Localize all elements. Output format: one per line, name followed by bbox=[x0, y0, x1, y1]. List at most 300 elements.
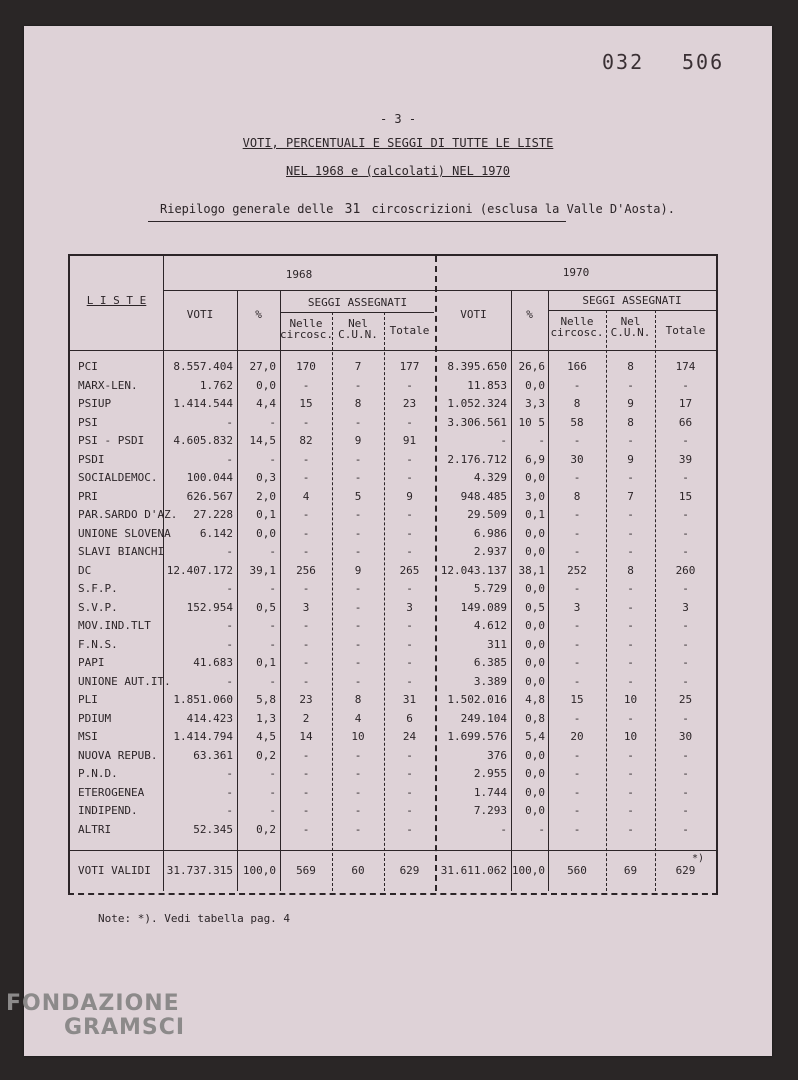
cell-nelle-1968: 256 bbox=[296, 563, 316, 577]
cell-pct-1968: 4,5 bbox=[256, 730, 276, 743]
cell-pct-1968: - bbox=[269, 619, 276, 632]
cell-tot-1970: - bbox=[682, 767, 689, 780]
pct-1968-header: % bbox=[255, 308, 262, 321]
cell-tot-1968: - bbox=[406, 656, 413, 669]
cell-lista: SLAVI BIANCHI bbox=[78, 545, 165, 558]
cell-voti-1970: 1.699.576 bbox=[447, 730, 507, 743]
cell-pct-1970: 0,0 bbox=[525, 674, 545, 688]
cell-tot-1968: - bbox=[406, 526, 413, 540]
pct-1970-header: % bbox=[526, 308, 533, 321]
cell-nelle-1968: 15 bbox=[299, 397, 313, 410]
subtitle bbox=[160, 202, 675, 217]
cell-voti-1970: 3.389 bbox=[473, 674, 507, 688]
cell-cun-1970: 8 bbox=[627, 415, 634, 429]
cell-pct-1968: - bbox=[269, 452, 276, 466]
cell-tot-1970: - bbox=[682, 526, 689, 540]
cell-cun-1968: - bbox=[354, 748, 362, 762]
cell-nelle-1970: 166 bbox=[567, 360, 587, 373]
cell-pct-1968: 14,5 bbox=[249, 434, 276, 447]
cell-nelle-1968: - bbox=[302, 415, 310, 429]
cell-cun-1968: 60 bbox=[351, 864, 365, 877]
cell-tot-1968: 629 bbox=[399, 864, 420, 877]
cell-voti-1968: 1.414.794 bbox=[173, 730, 233, 743]
cell-tot-1970: - bbox=[682, 508, 689, 521]
cell-pct-1968: 0,0 bbox=[256, 378, 276, 392]
cell-nelle-1970: - bbox=[573, 637, 581, 651]
cell-nelle-1968: 82 bbox=[299, 434, 313, 447]
cell-tot-1970: 66 bbox=[678, 415, 693, 429]
nel-1970-b: C.U.N. bbox=[610, 326, 651, 339]
cell-nelle-1970: - bbox=[573, 619, 581, 632]
cell-tot-1970: - bbox=[682, 656, 689, 669]
cell-nelle-1968: - bbox=[302, 508, 310, 521]
cell-lista: MOV.IND.TLT bbox=[78, 619, 151, 632]
cell-cun-1970: 10 bbox=[623, 730, 638, 743]
cell-cun-1968: 5 bbox=[354, 489, 362, 503]
cell-nelle-1968: - bbox=[302, 674, 310, 688]
cell-voti-1970: 8.395.650 bbox=[447, 360, 507, 373]
total-footnote-mark: *) bbox=[692, 853, 705, 864]
cell-nelle-1970: - bbox=[573, 711, 581, 725]
cell-nelle-1970: 15 bbox=[570, 693, 584, 706]
cell-voti-1970: 6.385 bbox=[473, 656, 507, 669]
cell-tot-1970: - bbox=[682, 545, 689, 558]
cell-pct-1970: 3,3 bbox=[525, 397, 545, 410]
title-line-2 bbox=[24, 164, 772, 178]
cell-lista: P.N.D. bbox=[78, 767, 118, 780]
cell-voti-1968: 31.737.315 bbox=[166, 864, 233, 877]
cell-pct-1968: 0,3 bbox=[256, 471, 276, 484]
cell-voti-1968: - bbox=[226, 804, 233, 817]
cell-voti-1968: 4.605.832 bbox=[173, 434, 233, 447]
cell-tot-1968: - bbox=[406, 767, 413, 780]
cell-voti-1968: 152.954 bbox=[186, 600, 233, 614]
cell-nelle-1968: 4 bbox=[302, 489, 310, 503]
cell-cun-1970: - bbox=[627, 619, 634, 632]
cell-nelle-1968: - bbox=[302, 785, 310, 799]
nelle-1970-a: Nelle bbox=[560, 315, 594, 328]
cell-nelle-1968: - bbox=[302, 582, 310, 595]
cell-cun-1968: - bbox=[354, 582, 362, 595]
subtitle-post: circoscrizioni (esclusa la Valle D'Aosta). bbox=[371, 202, 675, 216]
cell-nelle-1970: 58 bbox=[570, 415, 584, 429]
cell-cun-1968: - bbox=[354, 822, 362, 836]
cell-pct-1970: 0,1 bbox=[525, 508, 545, 521]
cell-pct-1968: 5,8 bbox=[256, 693, 276, 706]
cell-voti-1968: 27.228 bbox=[193, 508, 233, 521]
cell-pct-1970: 0,0 bbox=[525, 804, 545, 817]
cell-tot-1970: - bbox=[682, 804, 689, 817]
cell-nelle-1968: - bbox=[302, 545, 310, 558]
cell-cun-1970: 7 bbox=[627, 489, 634, 503]
cell-tot-1970: 17 bbox=[678, 397, 693, 410]
cell-cun-1970: - bbox=[627, 545, 634, 558]
cell-lista: PCI bbox=[78, 360, 98, 373]
cell-voti-1968: - bbox=[226, 545, 233, 558]
cell-tot-1968: - bbox=[406, 674, 413, 688]
cell-tot-1970: - bbox=[682, 637, 689, 651]
archive-stamp-right: 506 bbox=[682, 50, 725, 74]
cell-voti-1968: - bbox=[226, 619, 233, 632]
cell-nelle-1968: 170 bbox=[296, 360, 316, 373]
cell-voti-1970: 29.509 bbox=[467, 508, 507, 521]
cell-voti-1970: 3.306.561 bbox=[447, 415, 507, 429]
seggi-1970-header: SEGGI ASSEGNATI bbox=[582, 294, 682, 307]
cell-cun-1968: - bbox=[354, 637, 362, 651]
cell-voti-1968: - bbox=[226, 674, 233, 688]
cell-cun-1968: 8 bbox=[354, 397, 362, 410]
cell-cun-1968: - bbox=[354, 415, 362, 429]
results-table bbox=[68, 254, 718, 895]
cell-nelle-1968: - bbox=[302, 822, 310, 836]
cell-pct-1970: 38,1 bbox=[518, 563, 545, 577]
cell-voti-1968: - bbox=[226, 452, 233, 466]
cell-pct-1970: 6,9 bbox=[525, 452, 545, 466]
cell-pct-1970: 0,0 bbox=[525, 545, 545, 558]
cell-pct-1968: - bbox=[269, 767, 276, 780]
cell-pct-1968: 0,1 bbox=[256, 656, 276, 669]
cell-cun-1968: 4 bbox=[354, 711, 362, 725]
cell-pct-1968: 4,4 bbox=[256, 397, 276, 410]
cell-nelle-1968: - bbox=[302, 804, 310, 817]
cell-cun-1970: - bbox=[627, 674, 634, 688]
page-number: - 3 - bbox=[379, 112, 417, 126]
cell-pct-1970: - bbox=[538, 822, 545, 836]
cell-cun-1970: - bbox=[627, 711, 634, 725]
cell-nelle-1968: - bbox=[302, 656, 310, 669]
cell-pct-1970: 0,0 bbox=[525, 748, 545, 762]
cell-tot-1968: - bbox=[406, 471, 413, 484]
cell-voti-1970: 31.611.062 bbox=[440, 864, 507, 877]
cell-voti-1970: 311 bbox=[487, 637, 507, 651]
cell-lista: PLI bbox=[78, 693, 98, 706]
totale-1970-header: Totale bbox=[665, 324, 706, 337]
cell-lista: NUOVA REPUB. bbox=[78, 748, 158, 762]
cell-voti-1968: - bbox=[226, 767, 233, 780]
subtitle-number: 31 bbox=[344, 202, 361, 217]
header-divider bbox=[163, 290, 716, 291]
cell-tot-1970: - bbox=[682, 619, 689, 632]
cell-lista: PAPI bbox=[78, 656, 105, 669]
cell-nelle-1968: - bbox=[302, 526, 310, 540]
cell-voti-1970: 149.089 bbox=[460, 600, 507, 614]
cell-voti-1968: 63.361 bbox=[193, 748, 233, 762]
cell-pct-1968: 27,0 bbox=[249, 360, 276, 373]
cell-voti-1970: 1.052.324 bbox=[447, 397, 507, 410]
cell-tot-1970: 15 bbox=[678, 489, 693, 503]
cell-voti-1968: - bbox=[226, 415, 233, 429]
cell-nelle-1970: 20 bbox=[570, 730, 584, 743]
cell-cun-1970: - bbox=[627, 822, 634, 836]
cell-lista: VOTI VALIDI bbox=[78, 864, 151, 877]
title-line-2-text: NEL 1968 e (calcolati) NEL 1970 bbox=[286, 164, 510, 178]
cell-tot-1968: - bbox=[406, 508, 413, 521]
cell-nelle-1970: - bbox=[573, 378, 581, 392]
cell-voti-1968: - bbox=[226, 785, 233, 799]
cell-tot-1968: - bbox=[406, 748, 413, 762]
cell-nelle-1968: 3 bbox=[302, 600, 310, 614]
cell-cun-1970: 69 bbox=[623, 864, 638, 877]
watermark-line-2: GRAMSCI bbox=[64, 1015, 186, 1040]
cell-voti-1968: 8.557.404 bbox=[173, 360, 233, 373]
cell-cun-1970: - bbox=[627, 748, 634, 762]
cell-pct-1970: 3,0 bbox=[525, 489, 545, 503]
cell-lista: S.F.P. bbox=[78, 582, 118, 595]
cell-pct-1970: 0,0 bbox=[525, 637, 545, 651]
cell-cun-1970: - bbox=[627, 526, 634, 540]
cell-nelle-1968: - bbox=[302, 452, 310, 466]
cell-nelle-1968: - bbox=[302, 471, 310, 484]
title-line-1 bbox=[24, 136, 772, 150]
cell-lista: PAR.SARDO D'AZ. bbox=[78, 508, 178, 521]
cell-cun-1968: 7 bbox=[354, 360, 362, 373]
cell-nelle-1970: - bbox=[573, 674, 581, 688]
cell-pct-1970: 0,0 bbox=[525, 378, 545, 392]
cell-voti-1970: 1.502.016 bbox=[447, 693, 507, 706]
header-bottom-line bbox=[70, 350, 716, 351]
cell-tot-1970: 629 bbox=[675, 864, 696, 877]
cell-lista: PRI bbox=[78, 489, 98, 503]
cell-cun-1970: 10 bbox=[623, 693, 638, 706]
cell-lista: PSI bbox=[78, 415, 98, 429]
cell-cun-1968: - bbox=[354, 452, 362, 466]
seggi-divider-1970 bbox=[548, 310, 716, 311]
cell-cun-1968: - bbox=[354, 526, 362, 540]
watermark-line-1: FONDAZIONE bbox=[6, 991, 180, 1016]
cell-pct-1970: - bbox=[538, 434, 545, 447]
cell-pct-1968: 0,5 bbox=[256, 600, 276, 614]
cell-voti-1968: 100.044 bbox=[186, 471, 233, 484]
liste-header: L I S T E bbox=[86, 294, 147, 307]
cell-nelle-1970: - bbox=[573, 582, 581, 595]
cell-cun-1968: - bbox=[354, 471, 362, 484]
cell-pct-1970: 0,0 bbox=[525, 767, 545, 780]
cell-lista: SOCIALDEMOC. bbox=[78, 471, 158, 484]
cell-tot-1970: 30 bbox=[678, 730, 693, 743]
cell-tot-1968: - bbox=[406, 452, 413, 466]
cell-tot-1970: 39 bbox=[678, 452, 693, 466]
cell-tot-1970: - bbox=[682, 785, 689, 799]
cell-lista: INDIPEND. bbox=[78, 804, 138, 817]
cell-cun-1970: - bbox=[627, 637, 634, 651]
cell-tot-1970: - bbox=[682, 582, 689, 595]
cell-tot-1968: 24 bbox=[402, 730, 417, 743]
nelle-circosc-1968-header bbox=[280, 318, 332, 340]
cell-tot-1968: - bbox=[406, 619, 413, 632]
cell-voti-1970: 11.853 bbox=[467, 378, 507, 392]
cell-voti-1970: 7.293 bbox=[473, 804, 507, 817]
cell-lista: PSI - PSDI bbox=[78, 434, 145, 447]
cell-cun-1970: 8 bbox=[627, 563, 634, 577]
cell-cun-1968: - bbox=[354, 619, 362, 632]
cell-pct-1970: 0,0 bbox=[525, 656, 545, 669]
nel-cun-1970-header bbox=[606, 316, 655, 338]
cell-cun-1970: - bbox=[627, 767, 634, 780]
nel-1968-a: Nel bbox=[348, 317, 368, 330]
year-1968-header: 1968 bbox=[285, 268, 313, 281]
cell-voti-1970: 2.955 bbox=[473, 767, 507, 780]
cell-voti-1970: - bbox=[500, 822, 507, 836]
cell-lista: ALTRI bbox=[78, 822, 112, 836]
cell-pct-1968: 1,3 bbox=[256, 711, 276, 725]
cell-pct-1968: - bbox=[269, 545, 276, 558]
cell-cun-1968: - bbox=[354, 767, 362, 780]
cell-tot-1968: 265 bbox=[399, 563, 420, 577]
cell-tot-1968: - bbox=[406, 545, 413, 558]
cell-voti-1970: 376 bbox=[487, 748, 507, 762]
cell-cun-1970: - bbox=[627, 582, 634, 595]
cell-tot-1968: - bbox=[406, 804, 413, 817]
cell-voti-1970: - bbox=[500, 434, 507, 447]
cell-tot-1968: - bbox=[406, 415, 413, 429]
document-page bbox=[24, 26, 772, 1056]
cell-nelle-1968: - bbox=[302, 619, 310, 632]
cell-voti-1970: 2.176.712 bbox=[447, 452, 507, 466]
cell-nelle-1970: 3 bbox=[573, 600, 581, 614]
cell-tot-1968: - bbox=[406, 582, 413, 595]
cell-lista: PSIUP bbox=[78, 397, 112, 410]
cell-voti-1968: 41.683 bbox=[193, 656, 233, 669]
cell-voti-1970: 6.986 bbox=[473, 526, 507, 540]
cell-tot-1970: - bbox=[682, 378, 689, 392]
voti-1970-header: VOTI bbox=[460, 308, 487, 321]
cell-cun-1968: 8 bbox=[354, 693, 362, 706]
cell-nelle-1970: 8 bbox=[573, 489, 581, 503]
cell-nelle-1968: - bbox=[302, 748, 310, 762]
nelle-1968-a: Nelle bbox=[289, 317, 323, 330]
cell-voti-1970: 2.937 bbox=[473, 545, 507, 558]
cell-lista: F.N.S. bbox=[78, 637, 118, 651]
cell-pct-1970: 100,0 bbox=[511, 864, 545, 877]
cell-nelle-1970: - bbox=[573, 545, 581, 558]
cell-lista: UNIONE SLOVENA bbox=[78, 526, 171, 540]
nel-1970-a: Nel bbox=[620, 315, 641, 328]
nel-1968-b: C.U.N. bbox=[338, 328, 378, 341]
cell-nelle-1970: 30 bbox=[570, 452, 584, 466]
cell-tot-1970: - bbox=[682, 471, 689, 484]
cell-tot-1968: - bbox=[406, 785, 413, 799]
cell-pct-1968: 100,0 bbox=[242, 864, 276, 877]
cell-lista: MSI bbox=[78, 730, 98, 743]
cell-nelle-1970: 252 bbox=[567, 563, 587, 577]
totale-1968-header: Totale bbox=[389, 324, 430, 337]
cell-nelle-1968: - bbox=[302, 767, 310, 780]
cell-tot-1968: - bbox=[406, 637, 413, 651]
cell-cun-1970: 9 bbox=[627, 452, 634, 466]
cell-cun-1968: 10 bbox=[351, 730, 365, 743]
nelle-circosc-1970-header bbox=[548, 316, 606, 338]
nel-cun-1968-header bbox=[332, 318, 384, 340]
cell-pct-1970: 0,0 bbox=[525, 785, 545, 799]
cell-cun-1970: - bbox=[627, 508, 634, 521]
cell-voti-1970: 12.043.137 bbox=[440, 563, 507, 577]
cell-cun-1968: 9 bbox=[354, 563, 362, 577]
cell-tot-1968: 3 bbox=[406, 600, 413, 614]
cell-cun-1970: - bbox=[627, 785, 634, 799]
cell-pct-1970: 0,0 bbox=[525, 582, 545, 595]
cell-lista: ETEROGENEA bbox=[78, 785, 145, 799]
cell-voti-1970: 4.329 bbox=[473, 471, 507, 484]
cell-pct-1970: 26,6 bbox=[518, 360, 545, 373]
cell-pct-1968: - bbox=[269, 804, 276, 817]
cell-pct-1968: 0,2 bbox=[256, 748, 276, 762]
cell-pct-1970: 4,8 bbox=[525, 693, 545, 706]
subtitle-underline bbox=[148, 221, 566, 222]
cell-tot-1968: 9 bbox=[406, 489, 413, 503]
cell-tot-1970: 174 bbox=[675, 360, 696, 373]
cell-cun-1968: - bbox=[354, 785, 362, 799]
cell-voti-1968: 626.567 bbox=[186, 489, 233, 503]
cell-voti-1968: - bbox=[226, 637, 233, 651]
cell-nelle-1970: - bbox=[573, 526, 581, 540]
cell-voti-1968: - bbox=[226, 582, 233, 595]
cell-pct-1968: - bbox=[269, 785, 276, 799]
cell-tot-1968: - bbox=[406, 378, 413, 392]
cell-voti-1968: 1.851.060 bbox=[173, 693, 233, 706]
cell-tot-1968: 6 bbox=[406, 711, 413, 725]
cell-tot-1970: 260 bbox=[675, 563, 696, 577]
cell-nelle-1968: - bbox=[302, 378, 310, 392]
cell-lista: UNIONE AUT.IT. bbox=[78, 674, 171, 688]
seggi-divider-1968 bbox=[280, 312, 434, 313]
cell-cun-1970: - bbox=[627, 378, 634, 392]
footnote: Note: *). Vedi tabella pag. 4 bbox=[98, 912, 291, 925]
cell-pct-1968: - bbox=[269, 582, 276, 595]
cell-nelle-1968: 14 bbox=[299, 730, 313, 743]
cell-voti-1968: 6.142 bbox=[199, 526, 233, 540]
watermark-logo bbox=[6, 992, 185, 1040]
cell-cun-1970: 8 bbox=[627, 360, 634, 373]
cell-nelle-1970: - bbox=[573, 804, 581, 817]
cell-voti-1970: 4.612 bbox=[473, 619, 507, 632]
cell-nelle-1970: - bbox=[573, 785, 581, 799]
cell-cun-1970: - bbox=[627, 804, 634, 817]
year-1970-header: 1970 bbox=[562, 266, 590, 279]
seggi-1968-header: SEGGI ASSEGNATI bbox=[307, 296, 408, 309]
archive-stamp-left: 032 bbox=[602, 50, 645, 74]
subtitle-pre: Riepilogo generale delle bbox=[160, 202, 334, 216]
cell-nelle-1968: 23 bbox=[299, 693, 313, 706]
voti-1968-header: VOTI bbox=[186, 308, 214, 321]
cell-lista: PSDI bbox=[78, 452, 105, 466]
cell-pct-1970: 0,0 bbox=[525, 526, 545, 540]
cell-pct-1968: 39,1 bbox=[249, 563, 276, 577]
cell-voti-1970: 249.104 bbox=[460, 711, 507, 725]
cell-tot-1970: - bbox=[682, 711, 689, 725]
cell-pct-1970: 0,5 bbox=[525, 600, 545, 614]
cell-cun-1970: - bbox=[627, 471, 634, 484]
cell-nelle-1970: - bbox=[573, 656, 581, 669]
cell-lista: MARX-LEN. bbox=[78, 378, 138, 392]
cell-nelle-1970: - bbox=[573, 748, 581, 762]
cell-pct-1970: 5,4 bbox=[525, 730, 545, 743]
cell-pct-1968: 0,2 bbox=[256, 822, 276, 836]
cell-nelle-1968: - bbox=[302, 637, 310, 651]
cell-pct-1968: - bbox=[269, 415, 276, 429]
cell-voti-1968: 414.423 bbox=[186, 711, 233, 725]
cell-tot-1970: - bbox=[682, 434, 689, 447]
cell-pct-1968: 2,0 bbox=[256, 489, 276, 503]
cell-cun-1968: - bbox=[354, 656, 362, 669]
cell-nelle-1968: 2 bbox=[302, 711, 310, 725]
nelle-1968-b: circosc. bbox=[280, 328, 333, 341]
cell-tot-1968: 91 bbox=[402, 434, 417, 447]
cell-tot-1968: 177 bbox=[399, 360, 420, 373]
nelle-1970-b: circosc. bbox=[550, 326, 604, 339]
cell-cun-1968: - bbox=[354, 600, 362, 614]
cell-cun-1968: - bbox=[354, 378, 362, 392]
cell-tot-1970: - bbox=[682, 822, 689, 836]
